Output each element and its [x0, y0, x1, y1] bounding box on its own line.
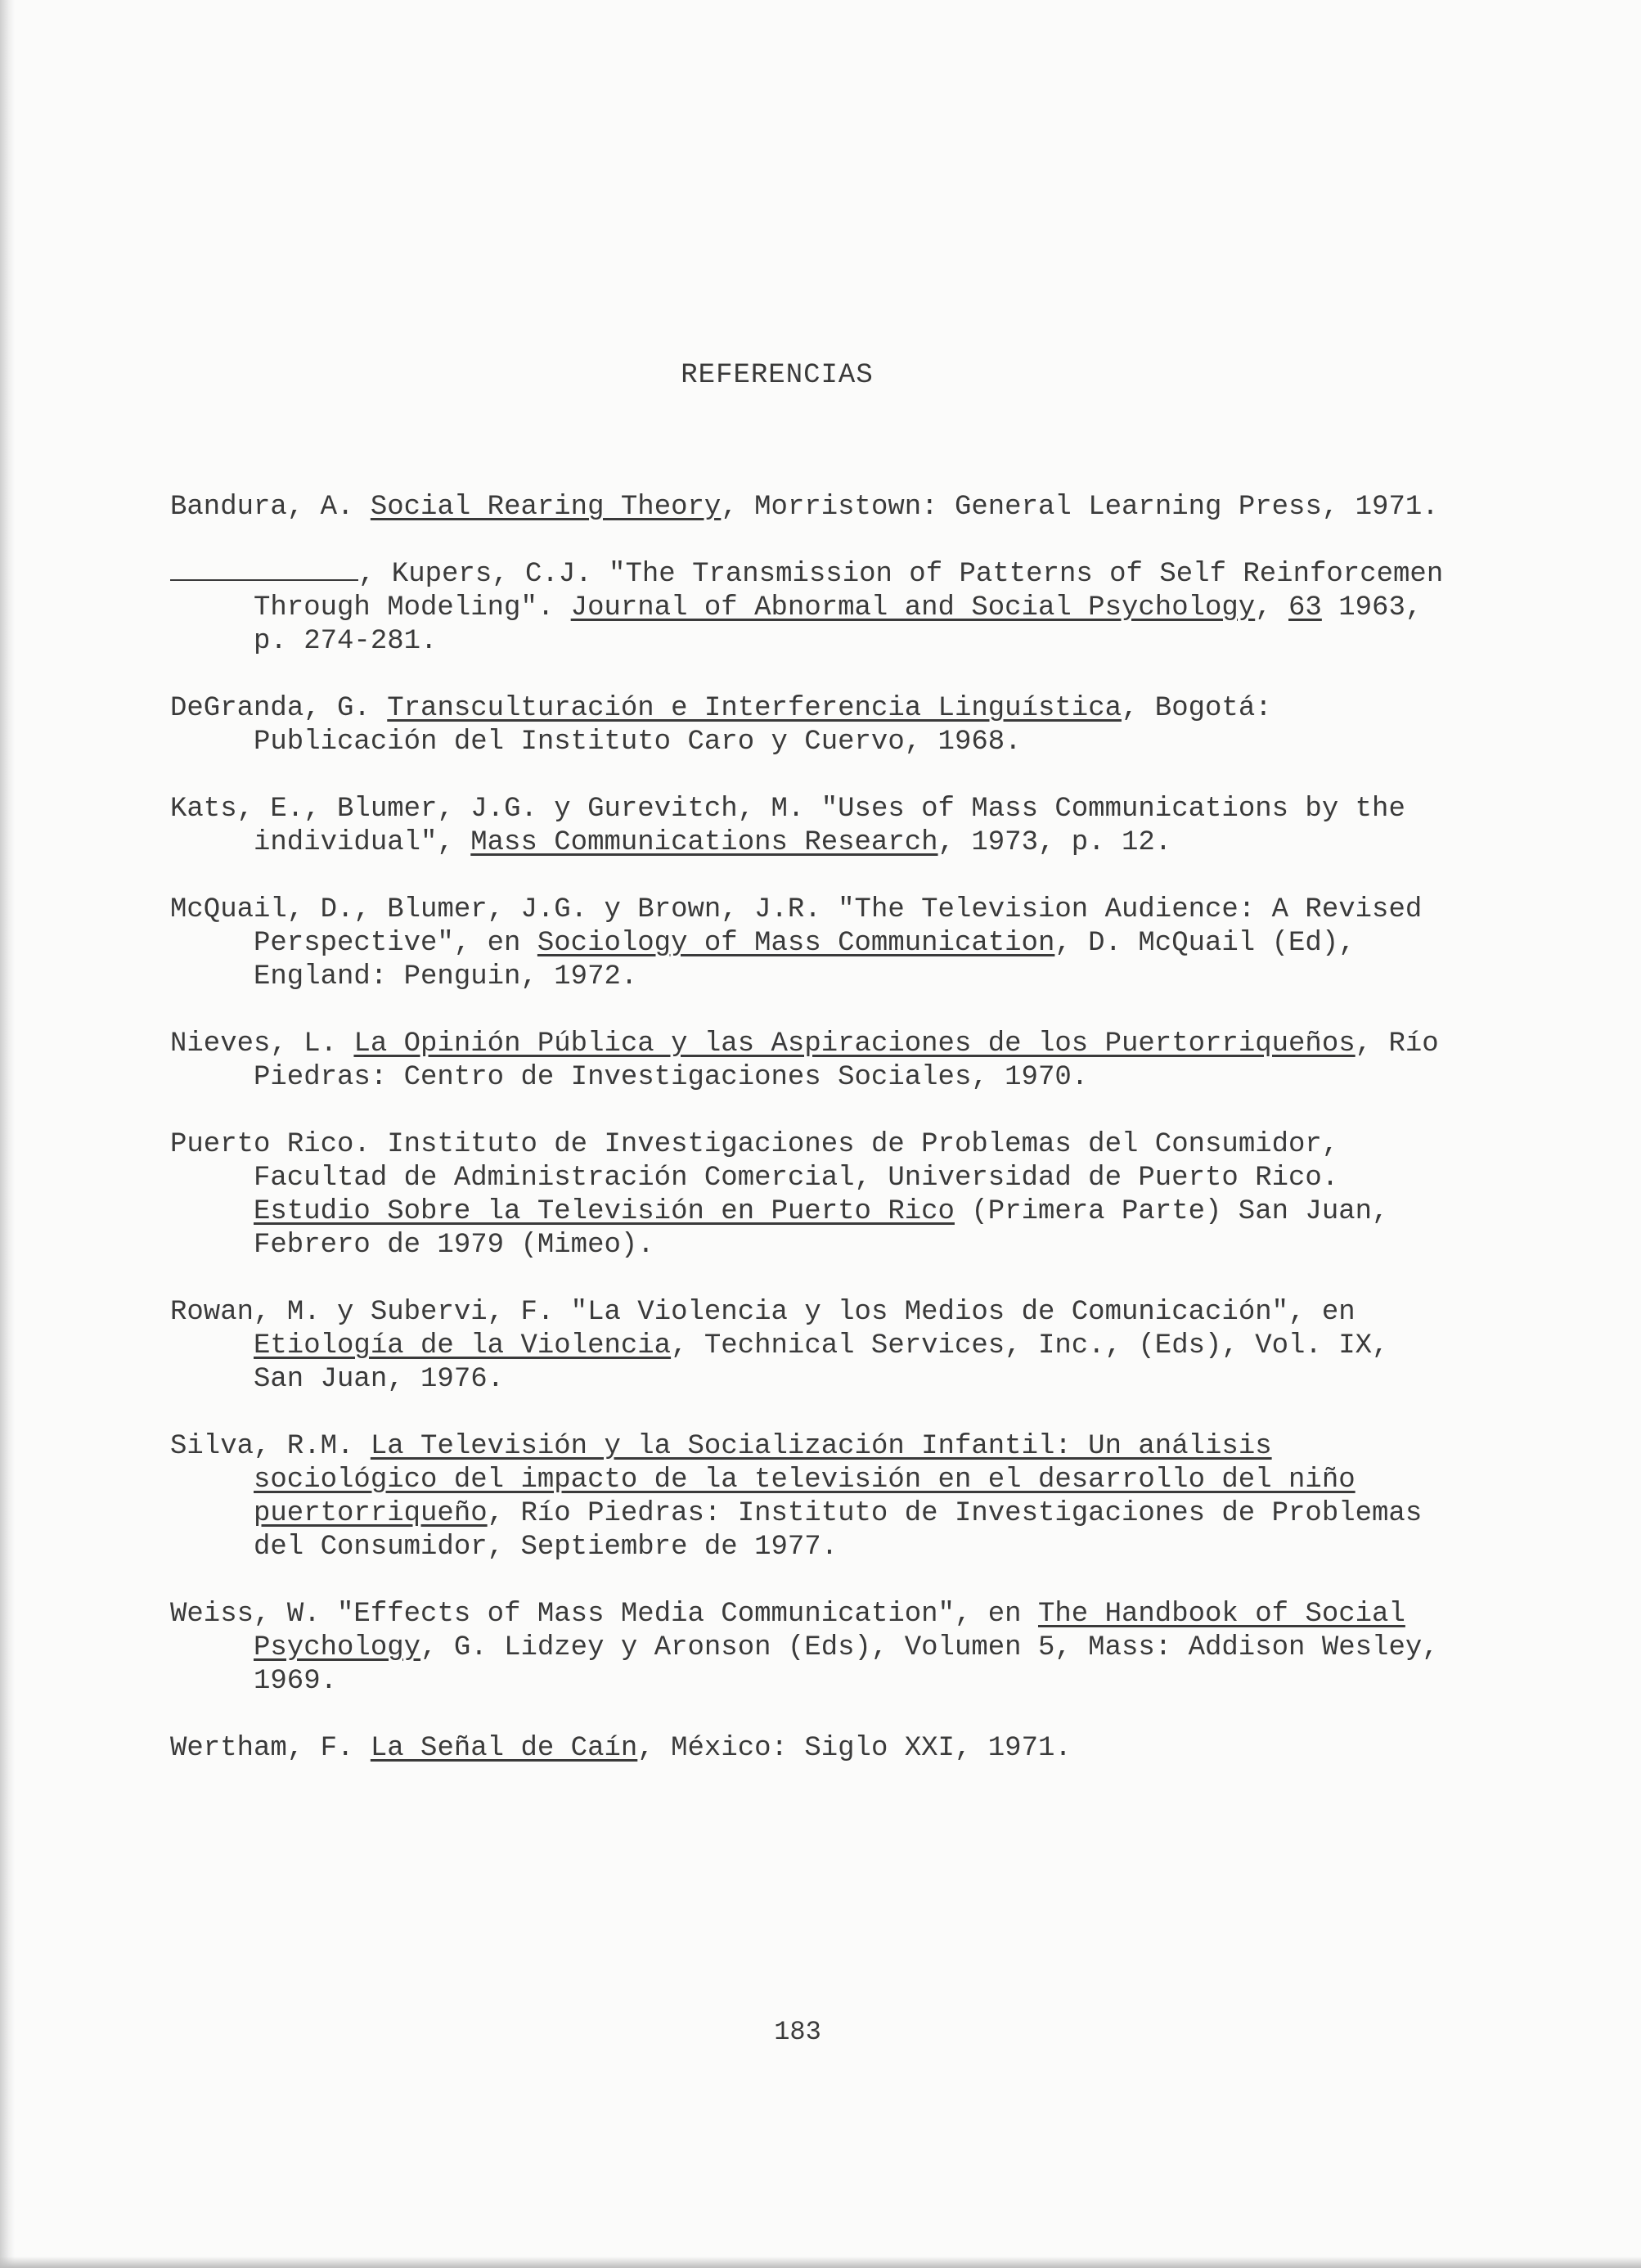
reference-title: Transculturación e Interferencia Linguística: [387, 693, 1122, 724]
reference-text: , Bogotá: Publicación del Instituto Caro y Cuervo, 1968.: [254, 693, 1272, 758]
reference-entry: [170, 1128, 1446, 1262]
reference-text: Wertham, F.: [170, 1733, 371, 1764]
reference-entry: [170, 692, 1446, 759]
reference-text: , Morristown: General Learning Press, 1971.: [721, 492, 1439, 523]
reference-title: Sociology of Mass Communication: [537, 928, 1055, 959]
reference-text: , Kupers, C.J. "The Transmission of Patterns of Self Reinforcemen Through Modeling".: [254, 559, 1444, 623]
reference-title: La Televisión y la Socialización Infantil: Un análisis sociológico del impacto de la televisión en el desarrollo del niño puertorriqueño: [254, 1431, 1356, 1529]
reference-title: Journal of Abnormal and Social Psychology: [570, 592, 1256, 623]
reference-text: , México: Siglo XXI, 1971.: [637, 1733, 1072, 1764]
reference-list: [170, 491, 1446, 1799]
reference-text: , G. Lidzey y Aronson (Eds), Volumen 5, Mass: Addison Wesley, 1969.: [254, 1632, 1439, 1697]
reference-text: DeGranda, G.: [170, 693, 388, 724]
reference-text: , D. McQuail (Ed), England: Penguin, 1972.: [254, 928, 1356, 992]
reference-title: La Señal de Caín: [370, 1733, 638, 1764]
page-title: REFERENCIAS: [681, 360, 874, 391]
reference-entry: [170, 1028, 1446, 1095]
reference-text: , 1973, p. 12.: [937, 827, 1172, 858]
reference-entry: [170, 491, 1446, 524]
reference-entry: [170, 558, 1446, 659]
reference-title: La Opinión Pública y las Aspiraciones de los Puertorriqueños: [353, 1028, 1356, 1060]
page-left-edge-shadow: [0, 0, 15, 2268]
reference-title: The Handbook of Social Psychology: [254, 1599, 1405, 1663]
reference-entry: [170, 893, 1446, 994]
reference-entry: [170, 1296, 1446, 1397]
reference-text: , Río Piedras: Centro de Investigaciones Sociales, 1970.: [254, 1028, 1439, 1093]
reference-entry: [170, 793, 1446, 860]
reference-text: Weiss, W. "Effects of Mass Media Communication", en: [170, 1599, 1038, 1630]
reference-title: Estudio Sobre la Televisión en Puerto Rico: [254, 1196, 955, 1227]
reference-text: Kats, E., Blumer, J.G. y Gurevitch, M. "Uses of Mass Communications by the individual",: [170, 794, 1405, 858]
reference-text: Bandura, A.: [170, 492, 371, 523]
reference-title: Mass Communications Research: [470, 827, 938, 858]
reference-text: Rowan, M. y Subervi, F. "La Violencia y los Medios de Comunicación", en: [170, 1297, 1356, 1328]
reference-entry: [170, 1732, 1446, 1766]
same-author-rule: [170, 558, 358, 581]
page-number: 183: [774, 2017, 821, 2047]
reference-text: Puerto Rico. Instituto de Investigaciones de Problemas del Consumidor, Facultad de Administración Comercial, Universidad de Puerto Rico.: [170, 1129, 1339, 1194]
reference-text: McQuail, D., Blumer, J.G. y Brown, J.R. "The Television Audience: A Revised Perspective", en: [170, 894, 1423, 959]
reference-entry: [170, 1430, 1446, 1564]
reference-text: ,: [1255, 592, 1289, 623]
reference-text: , Río Piedras: Instituto de Investigaciones de Problemas del Consumidor, Septiembre de 1977.: [254, 1498, 1423, 1563]
reference-text: Nieves, L.: [170, 1028, 354, 1060]
reference-title: Social Rearing Theory: [370, 492, 722, 523]
page-bottom-edge-shadow: [0, 2257, 1641, 2268]
reference-title: Etiología de la Violencia: [254, 1330, 672, 1361]
reference-text: (Primera Parte) San Juan, Febrero de 1979 (Mimeo).: [254, 1196, 1389, 1261]
reference-title: 63: [1288, 592, 1322, 623]
reference-text: Silva, R.M.: [170, 1431, 371, 1462]
reference-text: , Technical Services, Inc., (Eds), Vol. IX, San Juan, 1976.: [254, 1330, 1389, 1395]
reference-text: 1963, p. 274-281.: [254, 592, 1423, 657]
reference-entry: [170, 1598, 1446, 1699]
